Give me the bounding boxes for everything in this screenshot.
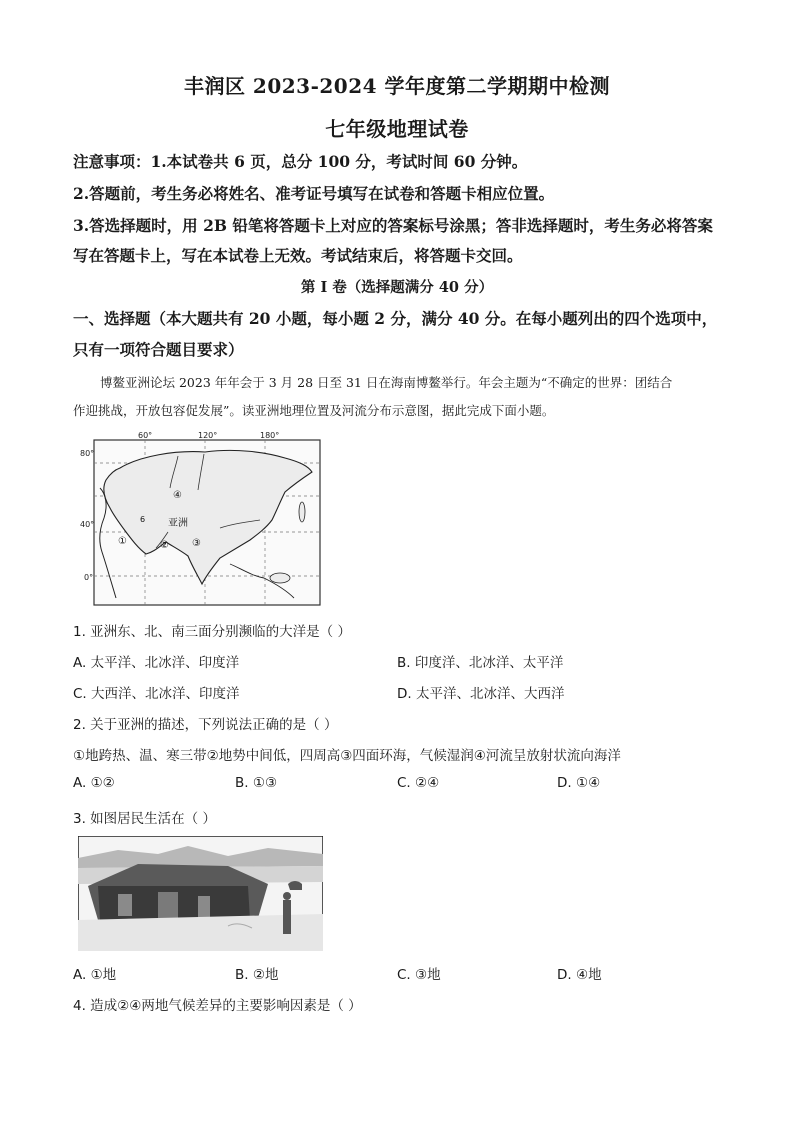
q3-option-a[interactable]: A. ①地 <box>73 967 117 983</box>
question-1-stem: 1. 亚洲东、北、南三面分别濒临的大洋是（ ） <box>73 624 351 640</box>
q2-option-b[interactable]: B. ①③ <box>235 775 278 791</box>
lon-label-120: 120° <box>198 431 218 440</box>
q2-statements: ①地跨热、温、寒三带②地势中间低，四周高③四面环海，气候湿润④河流呈放射状流向海洋 <box>73 748 621 764</box>
asia-map <box>80 428 325 610</box>
note-line-3b: 写在答题卡上，写在本试卷上无效。考试结束后，将答题卡交回。 <box>73 246 523 265</box>
lat-label-80: 80° <box>80 449 95 458</box>
q1-option-b[interactable]: B. 印度洋、北冰洋、太平洋 <box>397 655 564 671</box>
exam-subtitle: 七年级地理试卷 <box>325 117 469 141</box>
question-3-stem: 3. 如图居民生活在（ ） <box>73 811 216 827</box>
note-line-3a: 3.答选择题时，用 2B 铅笔将答题卡上对应的答案标号涂黑；答非选择题时，考生务必将答案 <box>73 216 713 235</box>
q3-option-b[interactable]: B. ②地 <box>235 967 279 983</box>
section-heading-b: 只有一项符合题目要求） <box>73 340 244 359</box>
section-heading-a: 一、选择题（本大题共有 20 小题，每小题 2 分，满分 40 分。在每小题列出的四个选项中， <box>73 309 718 328</box>
q1-option-c[interactable]: C. 大西洋、北冰洋、印度洋 <box>73 686 240 702</box>
question-2-stem: 2. 关于亚洲的描述，下列说法正确的是（ ） <box>73 717 338 733</box>
map-marker-2: ② <box>160 540 169 551</box>
map-marker-3: ③ <box>192 538 201 549</box>
question-4-stem: 4. 造成②④两地气候差异的主要影响因素是（ ） <box>73 998 362 1014</box>
map-marker-4: ④ <box>173 490 182 501</box>
lon-label-60: 60° <box>138 431 153 440</box>
exam-title: 丰润区 2023-2024 学年度第二学期期中检测 <box>183 74 611 98</box>
q2-option-c[interactable]: C. ②④ <box>397 775 440 791</box>
passage-line-1: 博鳌亚洲论坛 2023 年年会于 3 月 28 日至 31 日在海南博鳌举行。年会主题为“不确定的世界：团结合 <box>100 375 673 390</box>
q1-option-d[interactable]: D. 太平洋、北冰洋、大西洋 <box>397 686 565 702</box>
map-marker-6: 6 <box>140 515 146 524</box>
q2-option-d[interactable]: D. ①④ <box>557 775 601 791</box>
lon-label-180: 180° <box>260 431 280 440</box>
volume-heading: 第 I 卷（选择题满分 40 分） <box>300 279 494 296</box>
lat-label-0: 0° <box>84 573 94 582</box>
note-line-1: 注意事项：1.本试卷共 6 页，总分 100 分，考试时间 60 分钟。 <box>73 152 528 171</box>
note-line-2: 2.答题前，考生务必将姓名、准考证号填写在试卷和答题卡相应位置。 <box>73 184 555 203</box>
lat-label-40: 40° <box>80 520 95 529</box>
q3-option-c[interactable]: C. ③地 <box>397 967 441 983</box>
passage-line-2: 作迎挑战，开放包容促发展”。读亚洲地理位置及河流分布示意图，据此完成下面小题。 <box>73 403 555 418</box>
q2-option-a[interactable]: A. ①② <box>73 775 115 791</box>
q3-option-d[interactable]: D. ④地 <box>557 967 602 983</box>
desert-tent-photo <box>78 836 323 951</box>
map-marker-1: ① <box>118 536 127 547</box>
q1-option-a[interactable]: A. 太平洋、北冰洋、印度洋 <box>73 655 240 671</box>
map-asia-label: 亚洲 <box>168 518 188 529</box>
